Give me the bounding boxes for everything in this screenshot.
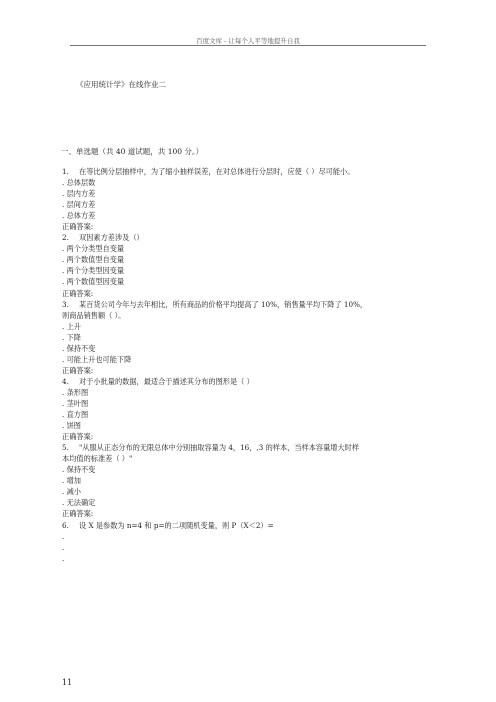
answer-label: 正确答案: xyxy=(62,432,94,442)
question-text: 在等比例分层抽样中，为了缩小抽样误差，在对总体进行分层时，应使（ ）尽可能小。 xyxy=(79,167,355,176)
question-text: "从服从正态分布的无限总体中分别抽取容量为 4，16，,3 的样本，当样本容量增大时样 xyxy=(79,443,360,453)
question-6 xyxy=(62,520,442,564)
answer-label: 正确答案: xyxy=(62,365,94,375)
option: . 上升 xyxy=(62,321,442,332)
question-text: 设 X 是参数为 n=4 和 p=的二项随机变量，则 P（X＜2）= xyxy=(79,520,274,530)
question-number: 6. xyxy=(62,520,69,530)
option: . 增加 xyxy=(62,475,442,486)
page-header: 百度文库 - 让每个人平等地提升自我 xyxy=(196,37,300,45)
option xyxy=(62,531,442,542)
answer-label: 正确答案: xyxy=(62,222,94,232)
answer-label: 正确答案: xyxy=(62,288,94,298)
question-number: 2. xyxy=(62,233,69,243)
option: . 可能上升也可能下降 xyxy=(62,354,442,365)
option: . 两个分类型因变量 xyxy=(62,265,442,276)
answer-label: 正确答案: xyxy=(62,509,94,519)
question-text-continued: 则商品销售额（ ）。 xyxy=(62,310,126,320)
question-1 xyxy=(62,166,442,232)
question-number: 1. xyxy=(62,167,69,176)
option: . 总体层数 xyxy=(62,177,442,188)
question-text: 某百货公司今年与去年相比，所有商品的价格平均提高了 10%，销售量平均下降了 10%， xyxy=(79,299,368,309)
question-4 xyxy=(62,376,442,442)
option: . 茎叶图 xyxy=(62,398,442,409)
question-text: 对于小批量的数据，最适合于描述其分布的图形是（ ） xyxy=(79,376,254,386)
option xyxy=(62,553,442,564)
question-list xyxy=(62,166,442,564)
question-2 xyxy=(62,232,442,298)
option: . 下降 xyxy=(62,332,442,343)
option xyxy=(62,542,442,553)
page-number: 11 xyxy=(62,678,73,687)
option: . 两个数值型自变量 xyxy=(62,254,442,265)
document-title: 《应用统计学》在线作业二 xyxy=(76,80,166,89)
option: . 直方图 xyxy=(62,409,442,420)
question-3 xyxy=(62,299,442,376)
option: . 减小 xyxy=(62,486,442,497)
option: . 两个数值型因变量 xyxy=(62,276,442,287)
section-title: 一、单选题（共 40 道试题，共 100 分。） xyxy=(61,147,204,156)
header-divider xyxy=(70,45,426,46)
option: . 条形图 xyxy=(62,387,442,398)
option: . 总体方差 xyxy=(62,210,442,221)
option: . 保持不变 xyxy=(62,343,442,354)
option: . 饼图 xyxy=(62,420,442,431)
option: . 保持不变 xyxy=(62,464,442,475)
option: . 层间方差 xyxy=(62,199,442,210)
question-number: 5. xyxy=(62,443,69,453)
question-number: 3. xyxy=(62,299,69,309)
option: . 层内方差 xyxy=(62,188,442,199)
question-text: 双因素方差涉及（） xyxy=(79,233,144,243)
option: . 无法确定 xyxy=(62,497,442,508)
question-text-continued: 本均值的标准差（ ）" xyxy=(62,454,133,464)
option: . 两个分类型自变量 xyxy=(62,243,442,254)
question-5 xyxy=(62,442,442,519)
question-number: 4. xyxy=(62,376,69,386)
